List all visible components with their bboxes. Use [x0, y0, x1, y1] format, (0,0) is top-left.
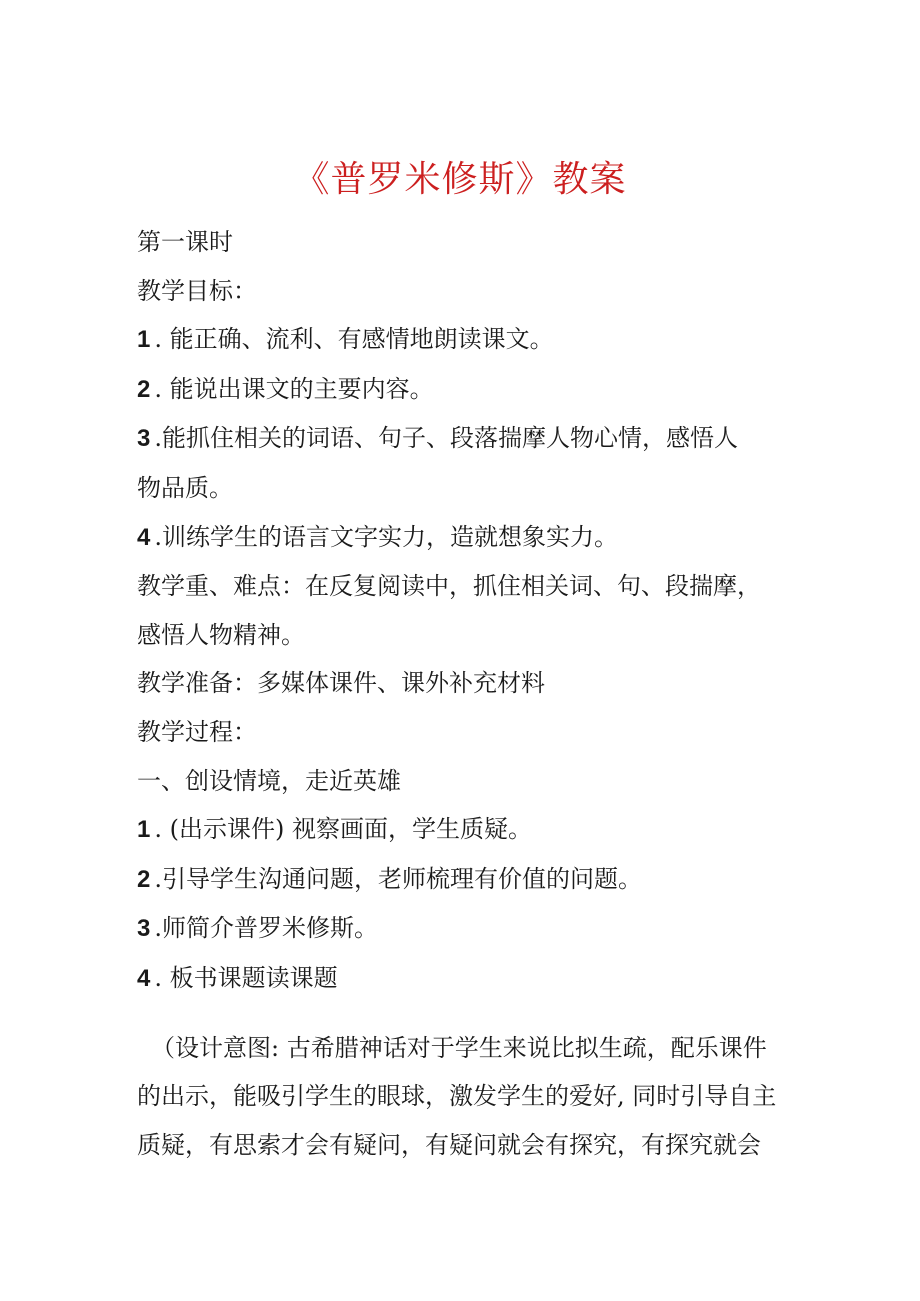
line-text: . 板书课题读课题 — [154, 963, 338, 992]
line-text: 的出示，能吸引学生的眼球，激发学生的爱好, 同时引导自主 — [137, 1082, 777, 1111]
objective-item — [137, 315, 797, 365]
line-text: .能抓住相关的词语、句子、段落揣摩人物心情，感悟人 — [154, 424, 738, 453]
line-text: 质疑，有思索才会有疑问，有疑问就会有探究，有探究就会 — [137, 1130, 761, 1159]
text-line — [137, 659, 797, 708]
item-number: 2 — [137, 865, 151, 893]
line-text: . (出示课件) 视察画面，学生质疑。 — [154, 815, 532, 844]
item-number: 4 — [137, 523, 151, 551]
document-title: 《普罗米修斯》教案 — [293, 159, 627, 200]
text-line — [137, 611, 797, 660]
design-note-line — [137, 1121, 797, 1170]
line-text: . 能正确、流利、有感情地朗读课文。 — [154, 325, 554, 354]
line-text: （设计意图: 古希腊神话对于学生来说比拟生疏，配乐课件 — [151, 1033, 767, 1062]
line-text: 教学准备：多媒体课件、课外补充材料 — [137, 669, 545, 698]
line-text: 教学重、难点：在反复阅读中，抓住相关词、句、段揣摩， — [137, 572, 761, 601]
line-text: .训练学生的语言文字实力，造就想象实力。 — [154, 522, 618, 551]
text-line — [137, 464, 797, 513]
paragraph-gap — [137, 1004, 797, 1024]
text-line — [137, 708, 797, 757]
objective-item — [137, 513, 797, 563]
line-text: 教学过程： — [137, 717, 257, 746]
item-number: 4 — [137, 964, 151, 992]
line-text: 一、创设情境，走近英雄 — [137, 766, 401, 795]
process-item — [137, 904, 797, 954]
item-number: 1 — [137, 326, 151, 354]
line-text: 教学目标： — [137, 276, 257, 305]
line-text: 第一课时 — [137, 228, 233, 256]
item-number: 2 — [137, 375, 151, 403]
line-text: . 能说出课文的主要内容。 — [154, 374, 434, 403]
process-item — [137, 855, 797, 905]
line-text: 物品质。 — [137, 473, 233, 502]
line-text: .引导学生沟通问题，老师梳理有价值的问题。 — [154, 864, 642, 893]
objective-item — [137, 414, 797, 464]
text-line — [137, 218, 797, 267]
item-number: 3 — [137, 425, 151, 453]
line-text: 感悟人物精神。 — [137, 620, 305, 649]
document-body — [137, 218, 797, 1169]
design-note-line — [137, 1024, 797, 1073]
item-number: 1 — [137, 816, 151, 844]
text-line — [137, 562, 797, 611]
objective-item — [137, 365, 797, 415]
text-line — [137, 267, 797, 316]
line-text: .师简介普罗米修斯。 — [154, 914, 378, 943]
item-number: 3 — [137, 915, 151, 943]
process-item — [137, 954, 797, 1004]
process-item — [137, 805, 797, 855]
section-heading — [137, 757, 797, 806]
design-note-line — [137, 1072, 797, 1121]
